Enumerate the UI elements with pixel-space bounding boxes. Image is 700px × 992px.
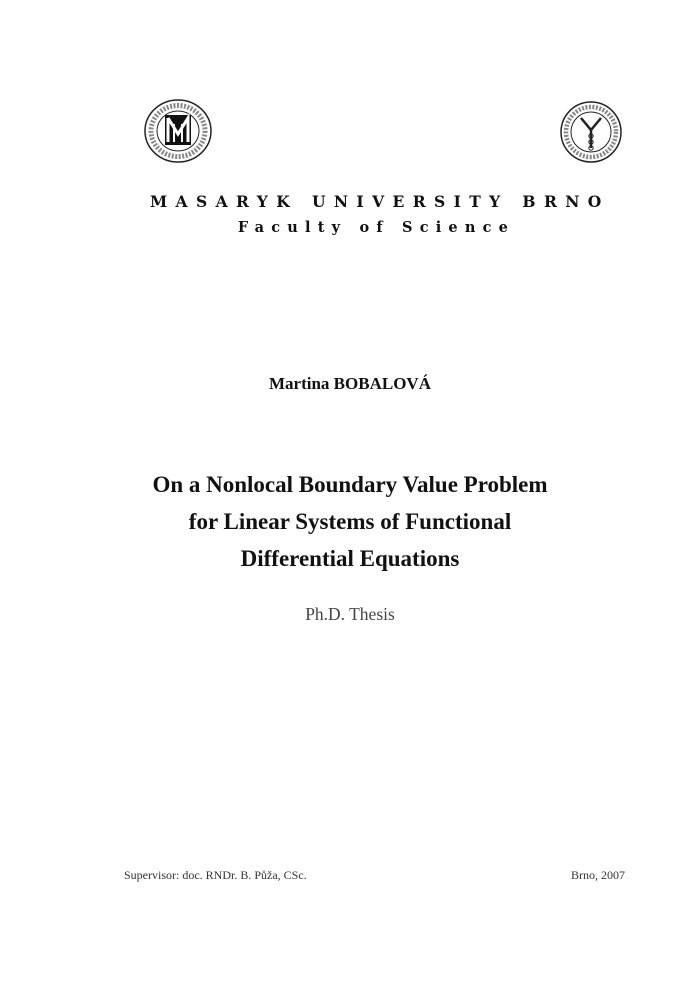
- place-and-year: Brno, 2007: [571, 868, 625, 882]
- author-name: Martina BOBALOVÁ: [269, 374, 431, 393]
- faculty-seal-icon: [559, 100, 623, 164]
- thesis-title: [0, 466, 700, 577]
- supervisor-line: Supervisor: doc. RNDr. B. Půža, CSc.: [124, 868, 307, 882]
- faculty-name: Faculty of Science: [237, 219, 516, 236]
- title-line-3: Differential Equations: [240, 546, 460, 571]
- title-line-1: On a Nonlocal Boundary Value Problem: [152, 472, 548, 497]
- thesis-type: Ph.D. Thesis: [305, 604, 395, 624]
- university-name: MASARYK UNIVERSITY BRNO: [150, 192, 610, 211]
- university-seal-icon: [142, 98, 214, 164]
- title-line-2: for Linear Systems of Functional: [188, 509, 512, 534]
